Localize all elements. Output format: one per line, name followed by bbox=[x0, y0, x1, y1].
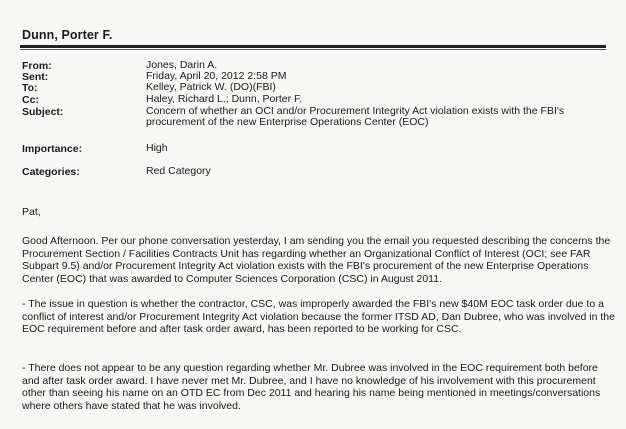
mailbox-owner-name: Dunn, Porter F. bbox=[22, 28, 113, 42]
cc-value: Haley, Richard L.; Dunn, Porter F. bbox=[146, 93, 303, 105]
body-paragraph-1-text: Good Afternoon. Per our phone conversation yesterday, I am sending you the email you requested describing the concerns the Procurement Section / Facilities Contracts Unit has regarding whether an Organizational Conflict of Interest (OCI; see FAR Subpart 9.5) and/or Procurement Integrity Act violation exists with the FBI's procurement of the new Enterprise Operations Center (EOC) that was awarded to Computer Sciences Corporation (CSC) in August 2011. bbox=[22, 235, 611, 285]
greeting: Pat, bbox=[22, 206, 41, 218]
body-paragraph-3 bbox=[22, 362, 618, 412]
sent-value: Friday, April 20, 2012 2:58 PM bbox=[146, 70, 287, 82]
header-divider-thick bbox=[20, 45, 606, 48]
importance-value: High bbox=[146, 142, 168, 154]
body-paragraph-1 bbox=[22, 235, 618, 285]
categories-label: Categories: bbox=[22, 166, 80, 178]
to-value: Kelley, Patrick W. (DO)(FBI) bbox=[146, 81, 276, 93]
from-value: Jones, Darin A. bbox=[146, 59, 218, 71]
cc-label: Cc: bbox=[22, 94, 39, 106]
sent-label: Sent: bbox=[22, 71, 49, 83]
subject-value-line1: Concern of whether an OCI and/or Procurement Integrity Act violation exists with the FBI's bbox=[146, 105, 565, 117]
body-paragraph-2-text: - The issue in question is whether the contractor, CSC, was improperly awarded the FBI's new $40M EOC task order due to a conflict of interest and/or Procurement Integrity Act violation because the former ITSD AD, Dan Dubree, who was involved in the EOC requirement before and after task order award, has been reported to be working for CSC. bbox=[22, 298, 615, 335]
body-paragraph-3-text: - There does not appear to be any question regarding whether Mr. Dubree was involved in the EOC requirement both before and after task order award. I have never met Mr. Dubree, and I have no knowledge of his involvement with this procurement other than seeing his name on an OTD EC from Dec 2011 and hearing his name being mentioned in meetings/conversations where others have stated that he was involved. bbox=[22, 362, 601, 412]
body-paragraph-2 bbox=[22, 298, 618, 336]
importance-label: Importance: bbox=[22, 143, 83, 155]
categories-value: Red Category bbox=[146, 165, 211, 177]
subject-value-line2: procurement of the new Enterprise Operations Center (EOC) bbox=[146, 116, 429, 128]
header-divider-thin bbox=[20, 49, 606, 50]
subject-label: Subject: bbox=[22, 106, 64, 118]
to-label: To: bbox=[22, 82, 38, 94]
from-label: From: bbox=[22, 60, 52, 72]
